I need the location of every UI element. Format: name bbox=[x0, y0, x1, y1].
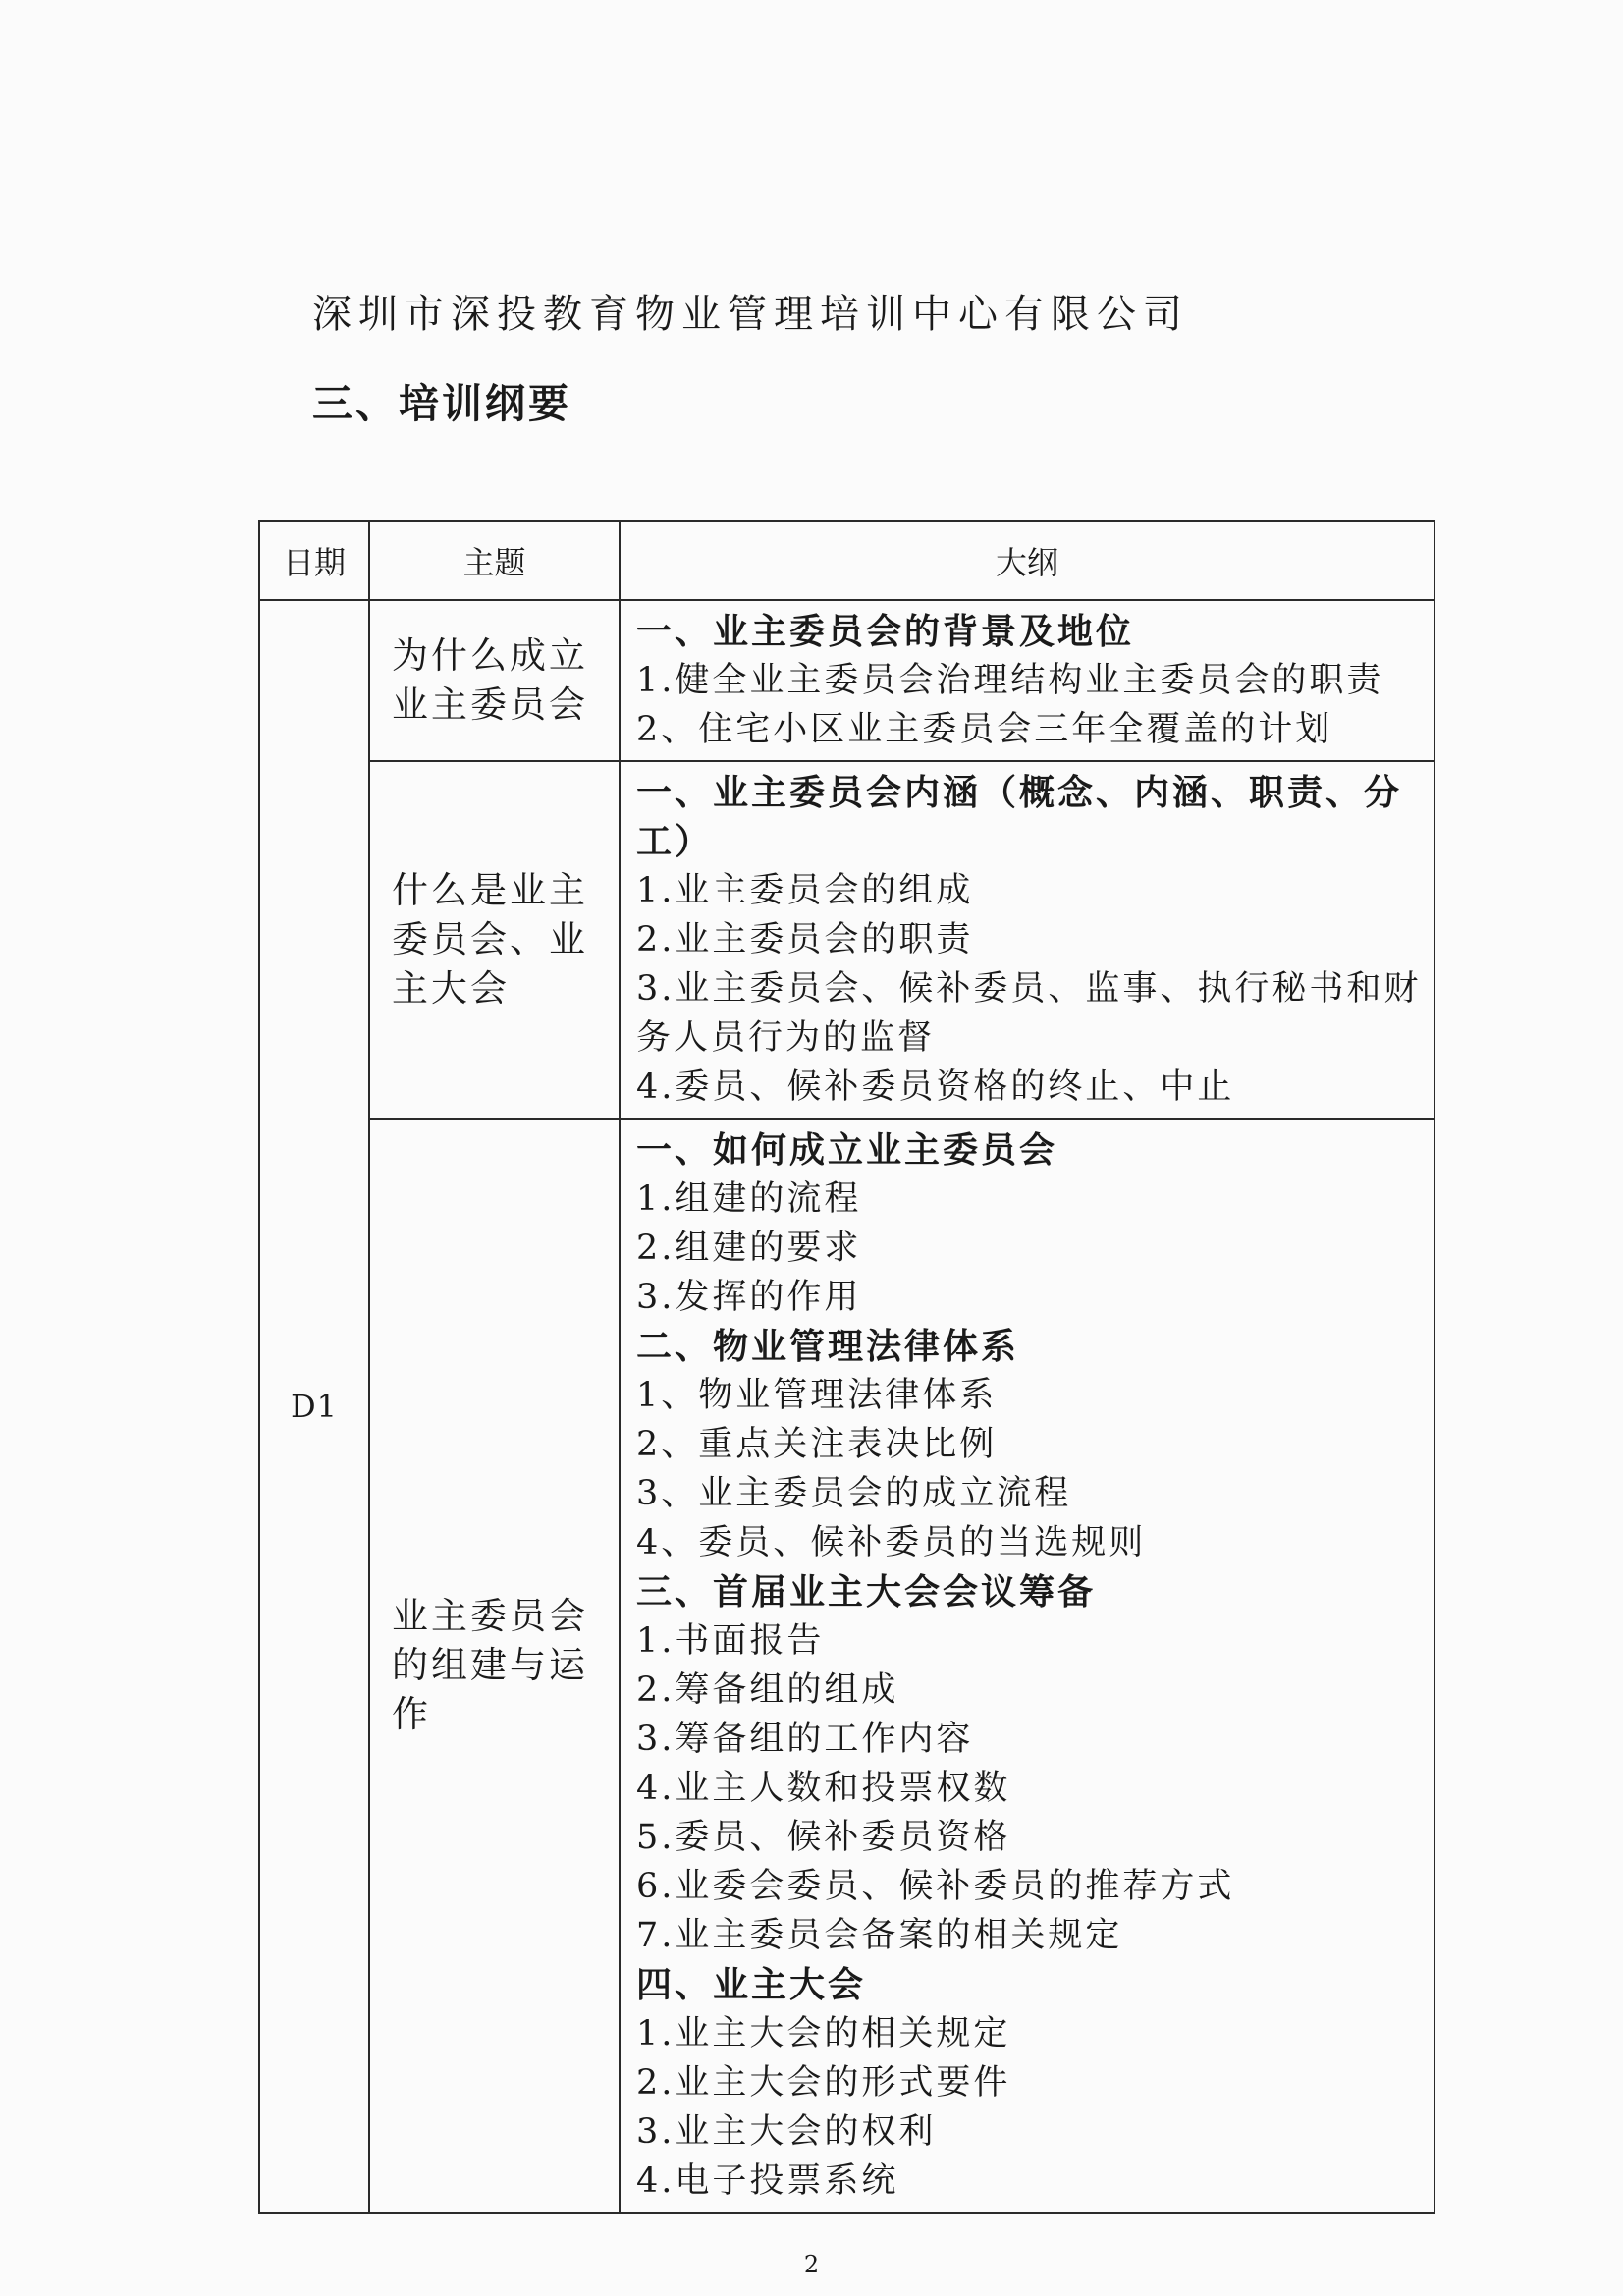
outline-heading: 一、业主委员会的背景及地位 bbox=[636, 611, 1135, 652]
topic-cell: 为什么成立业主委员会 bbox=[369, 600, 620, 761]
outline-item: 1.业主委员会的组成 bbox=[636, 871, 974, 910]
outline-heading: 四、业主大会 bbox=[636, 1964, 867, 2005]
outline-heading: 一、业主委员会内涵（概念、内涵、职责、分工） bbox=[636, 772, 1403, 862]
outline-item: 4.委员、候补委员资格的终止、中止 bbox=[636, 1067, 1235, 1107]
section-heading: 三、培训纲要 bbox=[312, 380, 571, 427]
topic-cell: 什么是业主委员会、业主大会 bbox=[369, 761, 620, 1119]
outline-cell bbox=[620, 600, 1434, 761]
column-header-topic: 主题 bbox=[369, 521, 620, 600]
outline-item: 1.健全业主委员会治理结构业主委员会的职责 bbox=[636, 661, 1384, 700]
outline-item: 2、住宅小区业主委员会三年全覆盖的计划 bbox=[636, 710, 1333, 749]
outline-item: 7.业主委员会备案的相关规定 bbox=[636, 1916, 1123, 1955]
outline-item: 1.组建的流程 bbox=[636, 1179, 862, 1219]
table-row bbox=[259, 1119, 1434, 2213]
table-row bbox=[259, 761, 1434, 1119]
outline-item: 1.业主大会的相关规定 bbox=[636, 2014, 1011, 2053]
outline-item: 5.委员、候补委员资格 bbox=[636, 1818, 1011, 1857]
table-row bbox=[259, 600, 1434, 761]
outline-item: 3.业主大会的权利 bbox=[636, 2112, 937, 2152]
outline-heading: 一、如何成立业主委员会 bbox=[636, 1129, 1058, 1171]
outline-item: 2、重点关注表决比例 bbox=[636, 1425, 998, 1464]
topic-cell: 业主委员会的组建与运作 bbox=[369, 1119, 620, 2213]
outline-item: 4.业主人数和投票权数 bbox=[636, 1769, 1011, 1808]
outline-item: 3.发挥的作用 bbox=[636, 1278, 862, 1317]
column-header-date: 日期 bbox=[259, 521, 369, 600]
outline-item: 3、业主委员会的成立流程 bbox=[636, 1474, 1072, 1513]
outline-item: 2.业主大会的形式要件 bbox=[636, 2063, 1011, 2103]
column-header-outline: 大纲 bbox=[620, 521, 1434, 600]
outline-item: 4.电子投票系统 bbox=[636, 2161, 899, 2201]
outline-item: 4、委员、候补委员的当选规则 bbox=[636, 1523, 1147, 1562]
outline-item: 1.书面报告 bbox=[636, 1621, 825, 1661]
outline-cell bbox=[620, 1119, 1434, 2213]
outline-item: 6.业委会委员、候补委员的推荐方式 bbox=[636, 1867, 1235, 1906]
outline-item: 2.组建的要求 bbox=[636, 1229, 862, 1268]
outline-item: 2.筹备组的组成 bbox=[636, 1670, 899, 1710]
outline-cell bbox=[620, 761, 1434, 1119]
outline-heading: 三、首届业主大会会议筹备 bbox=[636, 1571, 1097, 1613]
date-cell: D1 bbox=[259, 600, 369, 2213]
outline-item: 3.业主委员会、候补委员、监事、执行秘书和财务人员行为的监督 bbox=[636, 969, 1422, 1058]
page-number: 2 bbox=[803, 2251, 820, 2278]
training-outline-table bbox=[258, 520, 1435, 2214]
outline-item: 1、物业管理法律体系 bbox=[636, 1376, 998, 1415]
outline-item: 3.筹备组的工作内容 bbox=[636, 1720, 974, 1759]
outline-heading: 二、物业管理法律体系 bbox=[636, 1326, 1020, 1367]
table-header-row bbox=[259, 521, 1434, 600]
outline-item: 2.业主委员会的职责 bbox=[636, 920, 974, 959]
organization-name: 深圳市深投教育物业管理培训中心有限公司 bbox=[312, 292, 1189, 337]
